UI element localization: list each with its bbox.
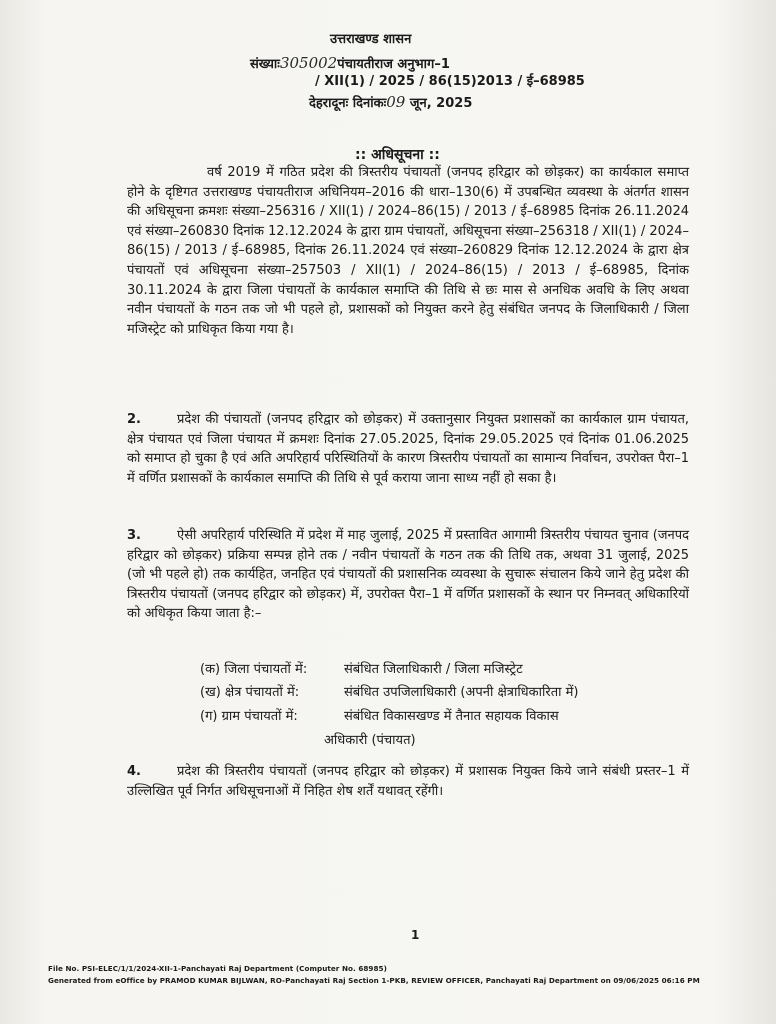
- header-date: [309, 92, 472, 114]
- list-label: (ग) ग्राम पंचायतों में:: [200, 709, 298, 724]
- list-label: (ख) क्षेत्र पंचायतों में:: [200, 685, 300, 700]
- paragraph-2: [127, 410, 689, 488]
- list-continuation: अधिकारी (पंचायत): [324, 733, 416, 748]
- paragraph-4-text: प्रदेश की त्रिस्तरीय पंचायतों (जनपद हरिद्वार को छोड़कर) में प्रशासक नियुक्त किये जाने संबंधी प्रस्तर–1 में उल्लिखित पूर्व निर्गत अधिसूचनाओं में निहित शेष शर्तें यथावत् रहेंगी।: [127, 764, 689, 799]
- header-government: उत्तराखण्ड शासन: [330, 32, 412, 47]
- list-value: संबंधित विकासखण्ड में तैनात सहायक विकास: [344, 709, 559, 724]
- list-item-block: [200, 683, 578, 702]
- paragraph-2-text: प्रदेश की पंचायतों (जनपद हरिद्वार को छोड़कर) में उक्तानुसार नियुक्त प्रशासकों का कार्यकाल ग्राम पंचायत, क्षेत्र पंचायत एवं जिला पंचायत में क्रमशः दिनांक 27.05.2025, दिनांक 29.05.2025 एवं दिनांक 01.06.2025 को समाप्त हो चुका है एवं अति अपरिहार्य परिस्थितियों के कारण त्रिस्तरीय पंचायतों का सामान्य निर्वाचन, उपरोक्त पैरा–1 में वर्णित प्रशासकों के कार्यकाल समाप्ति की तिथि से पूर्व कराया जाना साध्य नहीं हो सका है।: [127, 412, 689, 486]
- paragraph-1: वर्ष 2019 में गठित प्रदेश की त्रिस्तरीय पंचायतों (जनपद हरिद्वार को छोड़कर) का कार्यकाल समाप्त होने के दृष्टिगत उत्तराखण्ड पंचायतीराज अधिनियम–2016 की धारा–130(6) में उपबन्धित व्यवस्था के अंतर्गत शासन की अधिसूचना क्रमशः संख्या–256316 / XII(1) / 2024–86(15) / 2013 / ई–68985 दिनांक 26.11.2024 एवं संख्या–260830 दिनांक 12.12.2024 के द्वारा ग्राम पंचायतों, अधिसूचना संख्या–256318 / XII(1) / 2024–86(15) / 2013 / ई–68985, दिनांक 26.11.2024 एवं संख्या–260829 दिनांक 12.12.2024 के द्वारा क्षेत्र पंचायतों एवं अधिसूचना संख्या–257503 / XII(1) / 2024–86(15) / 2013 / ई–68985, दिनांक 30.11.2024 के द्वारा जिला पंचायतों के कार्यकाल समाप्ति की तिथि से छः मास से अनधिक अवधि के लिए अथवा नवीन पंचायतों के गठन तक जो भी पहले हो, प्रशासकों को नियुक्त करने हेतु संबंधित जनपद के जिलाधिकारी / जिला मजिस्ट्रेट को प्राधिकृत किया गया है।: [127, 165, 689, 337]
- list-value: संबंधित उपजिलाधिकारी (अपनी क्षेत्राधिकारिता में): [344, 685, 579, 700]
- header-section: पंचायतीराज अनुभाग–1: [337, 57, 450, 72]
- paragraph-3-text: ऐसी अपरिहार्य परिस्थिति में प्रदेश में माह जुलाई, 2025 में प्रस्तावित आगामी त्रिस्तरीय पंचायत चुनाव (जनपद हरिद्वार को छोड़कर) प्रक्रिया सम्पन्न होने तक / नवीन पंचायतों के गठन तक की तिथि तक, अथवा 31 जुलाई, 2025 (जो भी पहले हो) तक कार्यहित, जनहित एवं पंचायतों की प्रशासनिक व्यवस्था के सुचारू संचालन किये जाने हेतु प्रदेश की त्रिस्तरीय पंचायतों (जनपद हरिद्वार को छोड़कर) में, उपरोक्त पैरा–1 में वर्णित प्रशासकों के स्थान पर निम्नवत् अधिकारियों को अधिकृत किया जाता है:–: [127, 528, 689, 622]
- header-file-number: / XII(1) / 2025 / 86(15)2013 / ई–68985: [315, 74, 585, 89]
- paragraph-4-number: 4.: [127, 764, 141, 779]
- list-item-village: [200, 707, 559, 726]
- list-value: संबंधित जिलाधिकारी / जिला मजिस्ट्रेट: [344, 662, 523, 677]
- list-label: (क) जिला पंचायतों में:: [200, 662, 308, 677]
- handwritten-number: 305002: [279, 54, 338, 72]
- date-prefix: देहरादूनः दिनांकः: [309, 96, 387, 111]
- paragraph-3-number: 3.: [127, 528, 141, 543]
- page-number: 1: [411, 928, 420, 942]
- handwritten-day: 09: [386, 93, 406, 111]
- footer-generated: Generated from eOffice by PRAMOD KUMAR BIJLWAN, RO-Panchayati Raj Section 1-PKB, REVIEW OFFICER, Panchayati Raj Department on 09/06/2025 06:16 PM: [48, 976, 700, 985]
- date-suffix: जून, 2025: [405, 96, 473, 111]
- paragraph-2-number: 2.: [127, 412, 141, 427]
- list-item-district: [200, 660, 523, 679]
- footer-file-number: File No. PSI-ELEC/1/1/2024-XII-1-Panchayati Raj Department (Computer No. 68985): [48, 964, 387, 973]
- notification-title: :: अधिसूचना ::: [355, 147, 440, 163]
- paragraph-4: [127, 762, 689, 801]
- paragraph-3: [127, 526, 689, 624]
- sankhya-label: संख्याः: [250, 57, 280, 72]
